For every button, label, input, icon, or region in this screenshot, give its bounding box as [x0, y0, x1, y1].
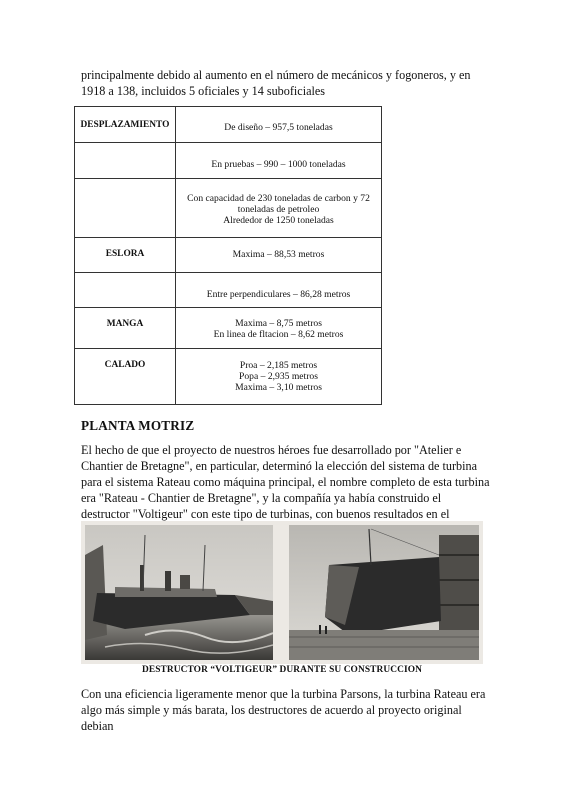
intro-paragraph: principalmente debido al aumento en el número de mecánicos y fogoneros, y en 1918 a 138, incluidos 5 oficiales y 14 suboficiales — [81, 68, 471, 98]
closing-paragraph: Con una eficiencia ligeramente menor que la turbina Parsons, la turbina Rateau era algo más simple y más barata, los destructores de acuerdo al proyecto original debian — [81, 687, 486, 733]
row-value — [176, 238, 382, 273]
value-line: Con capacidad de 230 toneladas de carbon y 72 — [187, 193, 370, 204]
row-label — [75, 179, 176, 238]
value-line: En linea de fltacion – 8,62 metros — [213, 329, 344, 340]
value-line: De diseño – 957,5 toneladas — [224, 122, 333, 133]
destroyer-photographs — [81, 521, 483, 664]
table-row — [75, 273, 382, 308]
value-line: Maxima – 3,10 metros — [235, 382, 322, 393]
row-label: CALADO — [75, 349, 176, 405]
row-value — [176, 349, 382, 405]
table-row — [75, 143, 382, 179]
value-line: Maxima – 8,75 metros — [235, 318, 322, 329]
table-row — [75, 107, 382, 143]
row-value — [176, 308, 382, 349]
value-line: Alrededor de 1250 toneladas — [223, 215, 334, 226]
row-value — [176, 107, 382, 143]
specifications-table — [74, 106, 382, 405]
ship-photo-right — [289, 525, 479, 660]
row-value — [176, 143, 382, 179]
ship-hull-image — [85, 525, 273, 660]
row-value — [176, 179, 382, 238]
ship-bow-image — [289, 525, 479, 660]
body-paragraph: El hecho de que el proyecto de nuestros héroes fue desarrollado por "Atelier e Chantier de Bretagne", en particular, determinó la elección del sistema de turbina para el sistema Rateau como máquina principal, el nombre completo de esta turbina era "Rateau - Chantier de Bretagne", y la compañía ya había construido el destructor "Voltigeur" con este tipo de turbinas, con buenos resultados en el — [81, 443, 490, 521]
table-row — [75, 238, 382, 273]
table-row — [75, 179, 382, 238]
row-label: MANGA — [75, 308, 176, 349]
row-label: DESPLAZAMIENTO — [75, 107, 176, 143]
ship-photo-left — [85, 525, 273, 660]
row-value — [176, 273, 382, 308]
value-line: Maxima – 88,53 metros — [232, 249, 325, 260]
value-line: Entre perpendiculares – 86,28 metros — [206, 289, 351, 300]
value-line: toneladas de petroleo — [237, 204, 320, 215]
row-label — [75, 273, 176, 308]
row-label: ESLORA — [75, 238, 176, 273]
section-title: PLANTA MOTRIZ — [81, 418, 195, 433]
value-line: En pruebas – 990 – 1000 toneladas — [211, 159, 346, 170]
table-row — [75, 308, 382, 349]
figure-caption: DESTRUCTOR “VOLTIGEUR” DURANTE SU CONSTRUCCION — [142, 665, 422, 675]
value-line: Proa – 2,185 metros — [239, 360, 318, 371]
value-line: Popa – 2,935 metros — [239, 371, 318, 382]
table-row — [75, 349, 382, 405]
row-label — [75, 143, 176, 179]
